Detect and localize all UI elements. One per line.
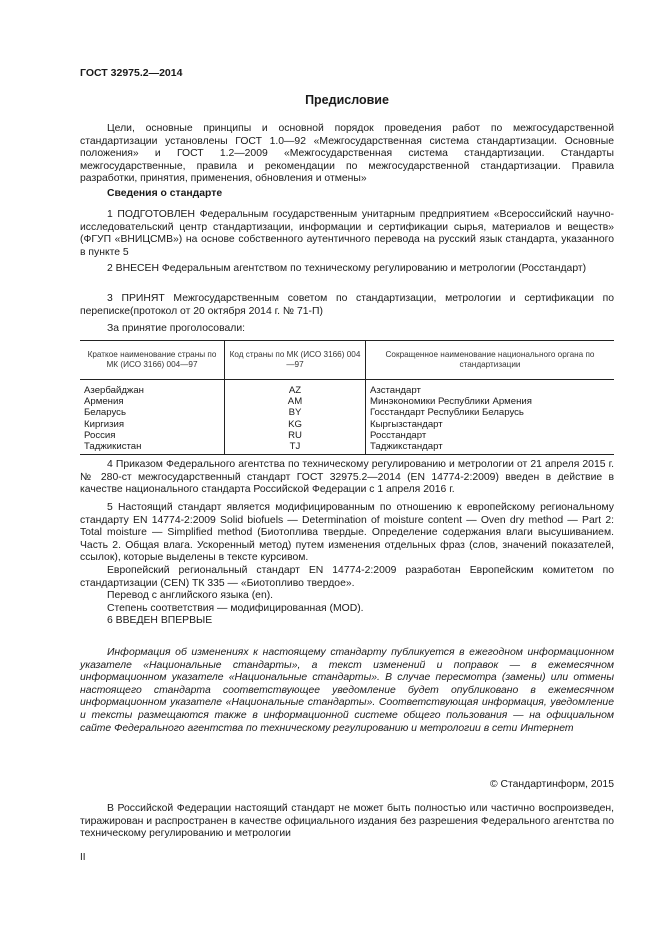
country-name: Азербайджан bbox=[84, 385, 144, 396]
standards-body: Росстандарт bbox=[370, 429, 427, 441]
table-row bbox=[80, 396, 614, 407]
changes-notice: Информация об изменениях к настоящему стандарту публикуется в ежегодном информационном указателе «Национальные стандарты», а текст изменений и поправок — в ежемесячном информационном указателе «Национальные стандарты». В случае пересмотра (замены) или отмены настоящего стандарта соответствующее уведомление будет опубликовано в ежемесячном информационном указателе «Национальные стандарты». Соответствующая информация, уведомление и тексты размещаются также в информационной системе общего пользования — на официальном сайте Федерального агентства по техническому регулированию и метрологии в сети Интернет bbox=[80, 647, 614, 734]
page-number: II bbox=[80, 852, 86, 863]
info-heading: Сведения о стандарте bbox=[107, 188, 223, 199]
notice-block bbox=[80, 647, 614, 735]
country-code: TJ bbox=[225, 441, 366, 455]
item-5-origin: Европейский региональный стандарт EN 14774-2:2009 разработан Европейским комитетом по стандартизации (CEN) ТК 335 — «Биотопливо твердое». bbox=[80, 564, 614, 589]
item-3: 3 ПРИНЯТ Межгосударственным советом по стандартизации, метрологии и сертификации по переписке(протокол от 20 октября 2014 г. № 71-П) bbox=[80, 293, 614, 317]
table-header-body: Сокращенное наименование национального органа по стандартизации bbox=[366, 341, 615, 380]
country-name: Киргизия bbox=[84, 418, 125, 430]
intro-block bbox=[80, 123, 614, 186]
document-header: ГОСТ 32975.2—2014 bbox=[80, 67, 183, 79]
country-code: KG bbox=[225, 419, 366, 430]
item-3-block bbox=[80, 293, 614, 318]
copyright: © Стандартинформ, 2015 bbox=[489, 779, 614, 790]
standards-body: Таджикстандарт bbox=[370, 441, 443, 453]
item-5-conformity: Степень соответствия — модифицированная (MOD). bbox=[107, 602, 364, 614]
item-4-block bbox=[80, 459, 614, 497]
info-heading-block bbox=[80, 188, 614, 201]
country-code: AZ bbox=[225, 380, 366, 397]
table-row bbox=[80, 441, 614, 455]
country-name: Беларусь bbox=[84, 407, 126, 419]
standards-body: Минэкономики Республики Армения bbox=[370, 396, 532, 408]
country-name: Таджикистан bbox=[84, 441, 142, 453]
country-name: Армения bbox=[84, 396, 124, 408]
votes-label-block bbox=[80, 323, 614, 336]
table-header-country: Краткое наименование страны по МК (ИСО 3166) 004—97 bbox=[80, 341, 225, 380]
item-1-block bbox=[80, 209, 614, 259]
page-title: Предисловие bbox=[305, 93, 389, 107]
country-code: BY bbox=[225, 407, 366, 418]
countries-table-block bbox=[80, 340, 614, 455]
table-header-row bbox=[80, 341, 614, 380]
country-code: AM bbox=[225, 396, 366, 407]
item-2: 2 ВНЕСЕН Федеральным агентством по техническому регулированию и метрологии (Росстандарт) bbox=[107, 263, 587, 274]
item-4: 4 Приказом Федерального агентства по техническому регулированию и метрологии от 21 апреля 2015 г. № 280-ст межгосударственный стандарт ГОСТ 32975.2—2014 (EN 14774-2:2009) введен в действие в качестве национального стандарта Российской Федерации с 1 апреля 2016 г. bbox=[80, 459, 614, 496]
table-row bbox=[80, 430, 614, 441]
reproduction-notice: В Российской Федерации настоящий стандарт не может быть полностью или частично воспроизведен, тиражирован и распространен в качестве официального издания без разрешения Федерального агентства по техническому регулированию и метрологии bbox=[80, 803, 614, 840]
item-5: 5 Настоящий стандарт является модифицированным по отношению к европейскому региональному стандарту EN 14774-2:2009 Solid biofuels — Determination of moisture content — Oven dry method — Part 2: Total moisture — Simplified method (Биотоплива твердые. Определение содержания влаги высушиванием. Часть 2. Общая влага. Ускоренный метод) путем изменения отдельных фраз (слов, значений показателей, ссылок), которые выделены в тексте курсивом. bbox=[80, 502, 614, 564]
table-row bbox=[80, 407, 614, 418]
item-2-block bbox=[80, 263, 614, 276]
item-5-translation: Перевод с английского языка (en). bbox=[107, 590, 274, 602]
standards-body: Госстандарт Республики Беларусь bbox=[370, 407, 524, 419]
standards-body: Азстандарт bbox=[370, 385, 421, 396]
item-6: 6 ВВЕДЕН ВПЕРВЫЕ bbox=[107, 615, 213, 626]
table-row bbox=[80, 380, 614, 397]
country-code: RU bbox=[225, 430, 366, 441]
standards-body: Кыргызстандарт bbox=[370, 418, 443, 430]
reproduction-block bbox=[80, 803, 614, 841]
intro-paragraph: Цели, основные принципы и основной порядок проведения работ по межгосударственной стандартизации установлены ГОСТ 1.0—92 «Межгосударственная система стандартизации. Основные положения» и ГОСТ 1.2—2009 «Межгосударственная система стандартизации. Стандарты межгосударственные, правила и рекомендации по межгосударственной стандартизации. Правила разработки, принятия, применения, обновления и отмены» bbox=[80, 123, 614, 185]
table-row bbox=[80, 419, 614, 430]
item-5-block bbox=[80, 502, 614, 615]
country-name: Россия bbox=[84, 429, 116, 441]
votes-label: За принятие проголосовали: bbox=[107, 323, 246, 334]
table-header-code: Код страны по МК (ИСО 3166) 004—97 bbox=[225, 341, 366, 380]
item-1: 1 ПОДГОТОВЛЕН Федеральным государственным унитарным предприятием «Всероссийский научно-исследовательский центр стандартизации, информации и сертификации сырья, материалов и веществ» (ФГУП «ВНИЦСМВ») на основе собственного аутентичного перевода на русский язык стандарта, указанного в пункте 5 bbox=[80, 209, 614, 258]
item-6-block bbox=[80, 615, 614, 628]
countries-table bbox=[80, 340, 614, 455]
